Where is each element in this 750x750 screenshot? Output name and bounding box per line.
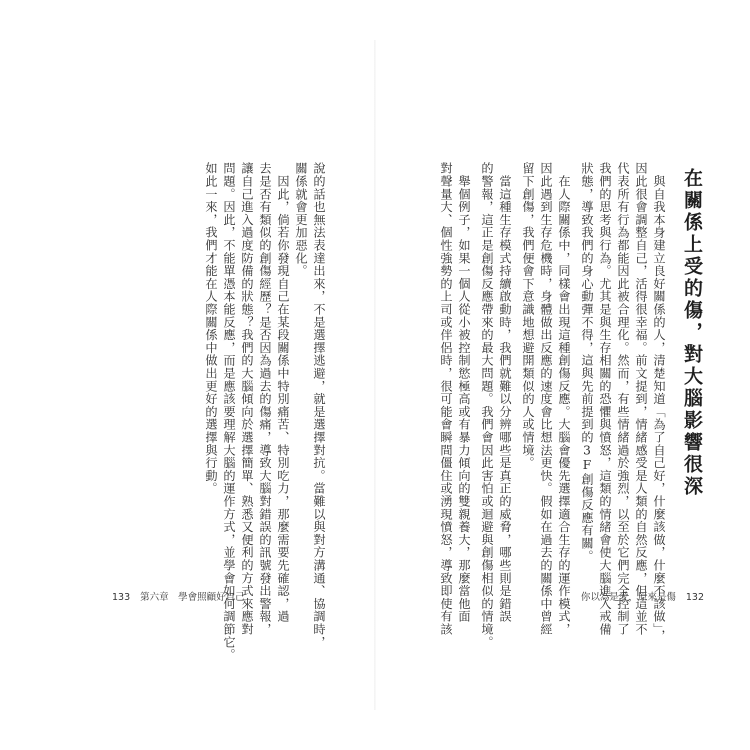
- right-body-column-9: 當這種生存模式持續啟動時，我們就難以分辨哪些是真正的威脅，哪些則是錯誤: [498, 162, 512, 623]
- page-number: 132: [685, 592, 704, 603]
- right-body-column-3: 代表所有行為都能因此被合理化。然而，有些情緒過於強烈，以至於它們完全控制了: [616, 162, 630, 636]
- left-body-column-5: 讓自己進入過度防備的狀態？我們的大腦傾向於選擇簡單、熟悉又便利的方式來應對: [240, 162, 254, 636]
- left-body-column-3: 因此，倘若你發現自己在某段關係中特別痛苦、特別吃力，那麼需要先確認，過: [276, 162, 290, 623]
- right-body-column-12: 對聲量大、個性強勢的上司或伴侶時，很可能會瞬間僵住或湧現憤怒，導致即使有該: [439, 162, 453, 636]
- left-page-footer: [112, 589, 245, 603]
- left-body-column-4: 去是否有類似的創傷經歷？是否因為過去的傷痛，導致大腦對錯誤的訊號發出警報，: [258, 162, 272, 636]
- running-header: 你以為是愛，原來是傷: [580, 592, 676, 603]
- right-body-column-2: 因此很會調整自己，活得很幸福。前文提到，情緒感受是人類的自然反應，但這並不: [634, 162, 648, 636]
- right-body-column-5: 狀態，導致我們的身心動彈不得，這與先前提到的3F創傷反應有關。: [580, 162, 594, 563]
- right-body-column-11: 舉個例子，如果一個人從小被控制慾極高或有暴力傾向的雙親養大，那麼當他面: [457, 162, 471, 623]
- page-number: 133: [112, 592, 131, 603]
- right-body-column-8: 留下創傷，我們便會下意識地想避開類似的人或情境。: [521, 162, 535, 470]
- left-body-column-1: 說的話也無法表達出來，不是選擇逃避，就是選擇對抗。當難以與對方溝通、協調時，: [312, 162, 326, 649]
- right-body-column-4: 我們的思考與行為。尤其是與生存相關的恐懼與憤怒，這類的情緒會使大腦進入戒備: [598, 162, 612, 636]
- running-header: 第六章 學會照顧好自己: [140, 592, 245, 603]
- right-body-column-1: 與自我本身建立良好關係的人，清楚知道「為了自己好，什麼該做，什麼不該做」，: [652, 162, 666, 643]
- left-body-column-2: 關係就會更加惡化。: [294, 162, 308, 278]
- chapter-section-title: 在關係上受的傷，對大腦影響很深: [681, 168, 703, 498]
- left-body-column-6: 問題。因此，不能單憑本能反應，而是應該要理解大腦的運作方式，並學會如何調節它。: [222, 162, 236, 662]
- right-body-column-10: 的警報，這正是創傷反應帶來的最大問題。我們會因此害怕或迴避與創傷相似的情境。: [480, 162, 494, 649]
- right-page-footer: [581, 589, 704, 603]
- left-body-column-7: 如此一來，我們才能在人際關係中做出更好的選擇與行動。: [204, 162, 218, 495]
- right-body-column-6: 在人際關係中，同樣會出現這種創傷反應。大腦會優先選擇適合生存的運作模式，: [557, 162, 571, 636]
- right-page: [375, 0, 750, 750]
- right-body-column-7: 因此遇到生存危機時，身體做出反應的速度會比想法更快。假如在過去的關係中曾經: [539, 162, 553, 636]
